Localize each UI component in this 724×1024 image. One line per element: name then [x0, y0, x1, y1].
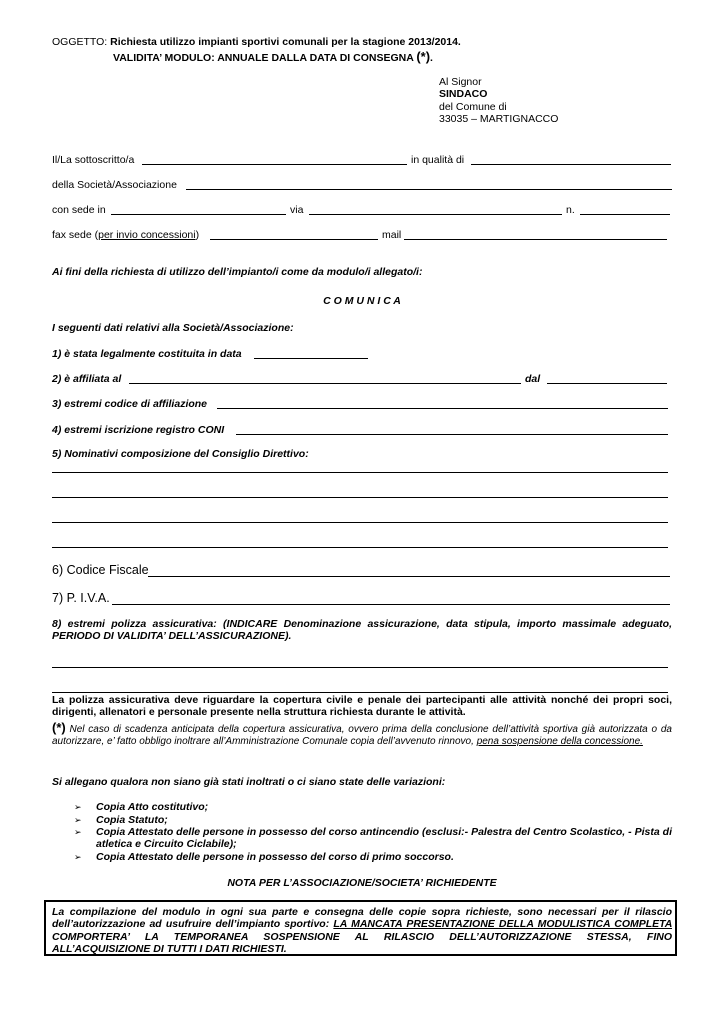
item-6-field[interactable] [148, 576, 670, 577]
allegato-item: Copia Statuto; [96, 814, 168, 826]
asterisk-mark: (*) [52, 720, 66, 735]
nota-heading: NOTA PER L’ASSOCIAZIONE/SOCIETA’ RICHIEDENTE [227, 877, 497, 889]
arrow-bullet-icon: ➢ [74, 802, 82, 812]
sede-label: con sede in [52, 204, 106, 216]
item-1-field[interactable] [254, 358, 368, 359]
via-label: via [290, 204, 304, 216]
fax-field[interactable] [210, 239, 378, 240]
fax-label-b: ) [195, 229, 200, 241]
addressee-line4: 33035 – MARTIGNACCO [439, 113, 559, 125]
arrow-bullet-icon: ➢ [74, 815, 82, 825]
item-7-label: 7) P. I.V.A. [52, 591, 110, 605]
addressee-line1: Al Signor [439, 76, 482, 88]
via-field[interactable] [309, 214, 562, 215]
validita-end: . [430, 52, 433, 64]
polizza-line-2[interactable] [52, 692, 668, 693]
item-3-label: 3) estremi codice di affiliazione [52, 398, 208, 410]
fax-label-a: fax sede ( [52, 229, 99, 241]
arrow-bullet-icon: ➢ [74, 852, 82, 862]
societa-field[interactable] [186, 189, 672, 190]
sottoscritto-label: Il/La sottoscritto/a [52, 154, 135, 166]
fax-label-underlined: per invio concessioni [98, 229, 196, 241]
allegato-item: Copia Attestato delle persone in possesso del corso antincendio (esclusi:- Palestra del Centro Scolastico, - Pista di atletica e Circuito Ciclabile); [96, 826, 672, 851]
oggetto-label: OGGETTO: [52, 36, 108, 48]
mail-field[interactable] [404, 239, 667, 240]
item-8-label: 8) estremi polizza assicurativa: (INDICARE Denominazione assicurazione, data stipula, importo massimale adeguato, PERIODO DI VALIDITA’ DELL’ASSICURAZIONE). [52, 618, 672, 643]
comunica-heading: C O M U N I C A [323, 295, 401, 307]
item-2-label: 2) è affiliata al [52, 373, 122, 385]
item-4-field[interactable] [236, 434, 668, 435]
allegati-heading: Si allegano qualora non siano già stati inoltrati o ci siano state delle variazioni: [52, 776, 446, 788]
item-2-field[interactable] [129, 383, 521, 384]
numero-label: n. [566, 204, 575, 216]
numero-field[interactable] [580, 214, 670, 215]
intro-text: Ai fini della richiesta di utilizzo dell’impianto/i come da modulo/i allegato/i: [52, 266, 423, 278]
sottoscritto-field[interactable] [142, 164, 407, 165]
nota-rest: COMPORTERA’ LA TEMPORANEA SOSPENSIONE AL RILASCIO DELL’AUTORIZZAZIONE STESSA, FINO ALL’ACQUISIZIONE DI TUTTI I DATI RICHIESTI. [52, 930, 672, 956]
asterisk-text: Nel caso di scadenza anticipata della copertura assicurativa, ovvero prima della conclusione dell’attività sportiva già autorizzata o da autorizzare, e’ fatto obbligo inoltrare all’Amministrazione Comunale copia dell’avvenuto rinnovo, [52, 724, 672, 748]
polizza-line-1[interactable] [52, 667, 668, 668]
item-7-field[interactable] [112, 604, 670, 605]
item-2-dal-field[interactable] [547, 383, 667, 384]
sede-field[interactable] [111, 214, 286, 215]
validita-line [113, 49, 433, 64]
consiglio-line-2[interactable] [52, 497, 668, 498]
oggetto-line [52, 36, 461, 48]
asterisk-underlined: pena sospensione della concessione. [476, 736, 643, 748]
qualita-field[interactable] [471, 164, 671, 165]
validita-asterisk: (*) [416, 49, 431, 64]
consiglio-line-1[interactable] [52, 472, 668, 473]
item-1-label: 1) è stata legalmente costituita in data [52, 348, 242, 360]
consiglio-line-4[interactable] [52, 547, 668, 548]
nota-underlined: LA MANCATA PRESENTAZIONE DELLA MODULISTICA COMPLETA [333, 918, 673, 931]
nota-box-text [52, 906, 672, 956]
societa-label: della Società/Associazione [52, 179, 177, 191]
addressee-line2: SINDACO [439, 88, 488, 100]
addressee-line3: del Comune di [439, 101, 507, 113]
item-4-label: 4) estremi iscrizione registro CONI [52, 424, 225, 436]
allegato-item: Copia Attestato delle persone in possesso del corso di primo soccorso. [96, 851, 454, 863]
arrow-bullet-icon: ➢ [74, 827, 82, 837]
item-5-label: 5) Nominativi composizione del Consiglio Direttivo: [52, 448, 309, 460]
consiglio-line-3[interactable] [52, 522, 668, 523]
qualita-label: in qualità di [411, 154, 465, 166]
item-2-dal-label: dal [525, 373, 541, 385]
mail-label: mail [382, 229, 402, 241]
dati-heading: I seguenti dati relativi alla Società/Associazione: [52, 322, 294, 334]
item-6-label: 6) Codice Fiscale [52, 563, 149, 577]
asterisk-note [52, 722, 672, 749]
fax-label [52, 229, 199, 241]
nota-text: La compilazione del modulo in ogni sua parte e consegna delle copie sopra richieste, sono necessari per il rilascio dell’autorizzazione ad usufruire dell’impianto sportivo: [52, 906, 672, 931]
item-3-field[interactable] [217, 408, 668, 409]
validita-text: VALIDITA’ MODULO: ANNUALE DALLA DATA DI CONSEGNA [113, 52, 414, 64]
allegato-item: Copia Atto costitutivo; [96, 801, 209, 813]
polizza-note: La polizza assicurativa deve riguardare la copertura civile e penale dei partecipanti alle attività nonché dei propri soci, dirigenti, allenatori e personale presente nella struttura richiesta durante le attività. [52, 694, 672, 719]
oggetto-text: Richiesta utilizzo impianti sportivi comunali per la stagione 2013/2014. [110, 36, 461, 48]
